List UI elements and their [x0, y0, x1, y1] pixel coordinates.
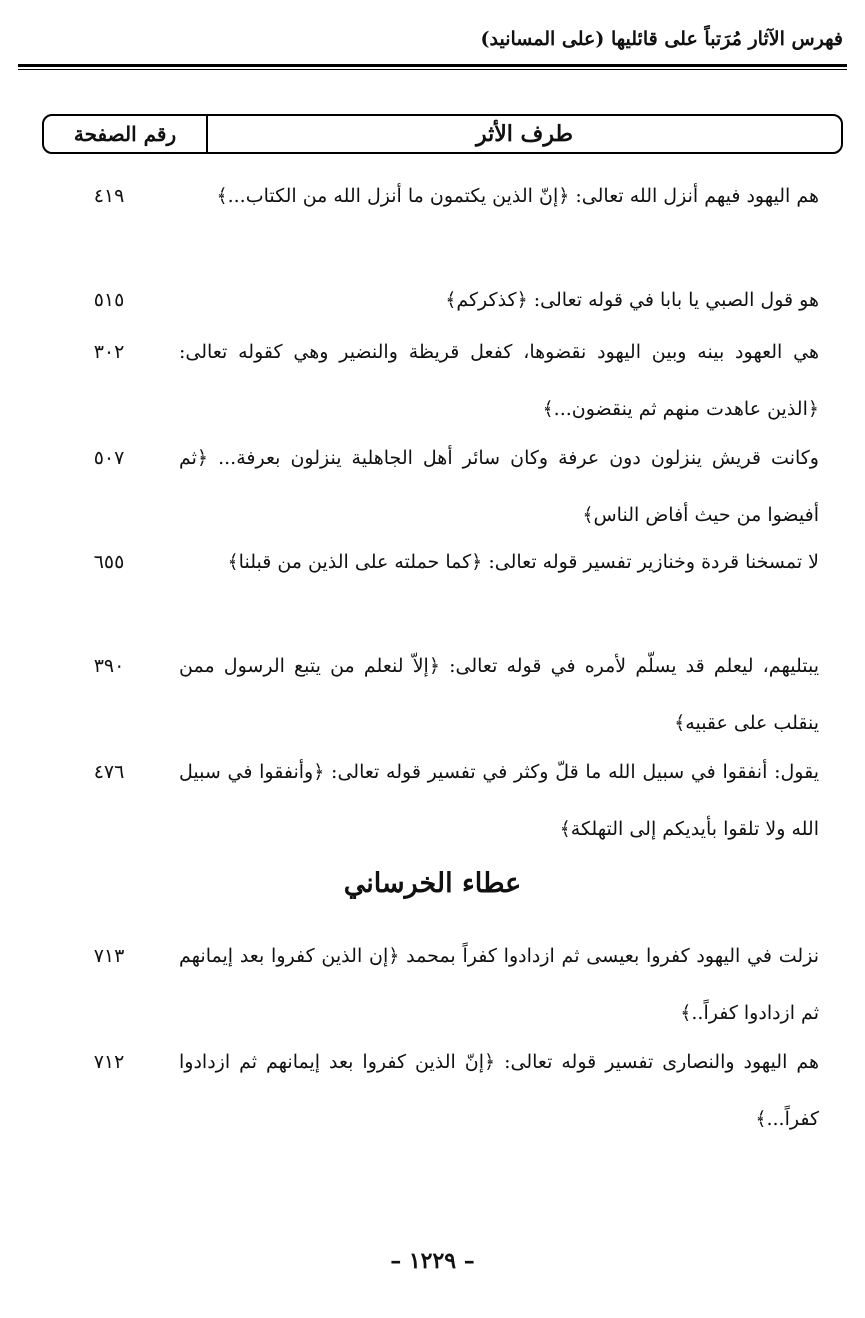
entry-text: وكانت قريش ينزلون دون عرفة وكان سائر أهل الجاهلية ينزلون بعرفة... ﴿ثم أفيضوا من حيث أفاض الناس﴾	[179, 447, 819, 526]
page-number: – ١٢٢٩ –	[390, 1248, 475, 1274]
header-rule	[18, 64, 847, 70]
entry-page: ٤٧٦	[93, 761, 125, 783]
list-item	[34, 744, 819, 858]
list-item	[34, 1034, 819, 1148]
list-item	[34, 928, 819, 1042]
entry-page: ٣٩٠	[93, 655, 125, 677]
entry-text: هم اليهود والنصارى تفسير قوله تعالى: ﴿إنّ الذين كفروا بعد إيمانهم ثم ازدادوا كفراً...﴾	[179, 1051, 819, 1130]
header-athar: طرف الأثر	[475, 121, 574, 147]
entry-page: ٧١٣	[93, 945, 125, 967]
section-heading: عطاء الخرساني	[343, 868, 522, 899]
list-item	[34, 324, 819, 438]
entry-page: ٧١٢	[93, 1051, 125, 1073]
list-item	[34, 430, 819, 544]
entry-text: يقول: أنفقوا في سبيل الله ما قلّ وكثر في تفسير قوله تعالى: ﴿وأنفقوا في سبيل الله ولا تلقوا بأيديكم إلى التهلكة﴾	[179, 761, 819, 840]
list-item	[34, 638, 819, 752]
entry-text: لا تمسخنا قردة وخنازير تفسير قوله تعالى: ﴿كما حملته على الذين من قبلنا﴾	[227, 551, 819, 573]
entry-page: ٥١٥	[93, 289, 125, 311]
entry-text: هي العهود بينه وبين اليهود نقضوها، كفعل قريظة والنضير وهي كقوله تعالى: ﴿الذين عاهدت منهم ثم ينقضون...﴾	[179, 341, 819, 420]
table-header	[42, 114, 843, 154]
list-item	[34, 168, 819, 225]
entry-page: ٦٥٥	[93, 551, 125, 573]
entry-text: هو قول الصبي يا بابا في قوله تعالى: ﴿كذكركم﴾	[445, 289, 819, 311]
entry-text: يبتليهم، ليعلم قد يسلّم لأمره في قوله تعالى: ﴿إلاّ لنعلم من يتبع الرسول ممن ينقلب على عقبيه﴾	[179, 655, 819, 734]
entry-text: نزلت في اليهود كفروا بعيسى ثم ازدادوا كفراً بمحمد ﴿إن الذين كفروا بعد إيمانهم ثم ازدادوا كفراً..﴾	[179, 945, 819, 1024]
entry-page: ٣٠٢	[93, 341, 125, 363]
entry-page: ٥٠٧	[93, 447, 125, 469]
entry-text: هم اليهود فيهم أنزل الله تعالى: ﴿إنّ الذين يكتمون ما أنزل الله من الكتاب...﴾	[216, 185, 819, 207]
entry-page: ٤١٩	[93, 185, 125, 207]
list-item	[34, 534, 819, 591]
list-item	[34, 272, 819, 329]
running-head: فهرس الآثار مُرَتباً على قائليها (على المسانيد)	[480, 28, 843, 50]
header-page-number: رقم الصفحة	[44, 116, 208, 152]
